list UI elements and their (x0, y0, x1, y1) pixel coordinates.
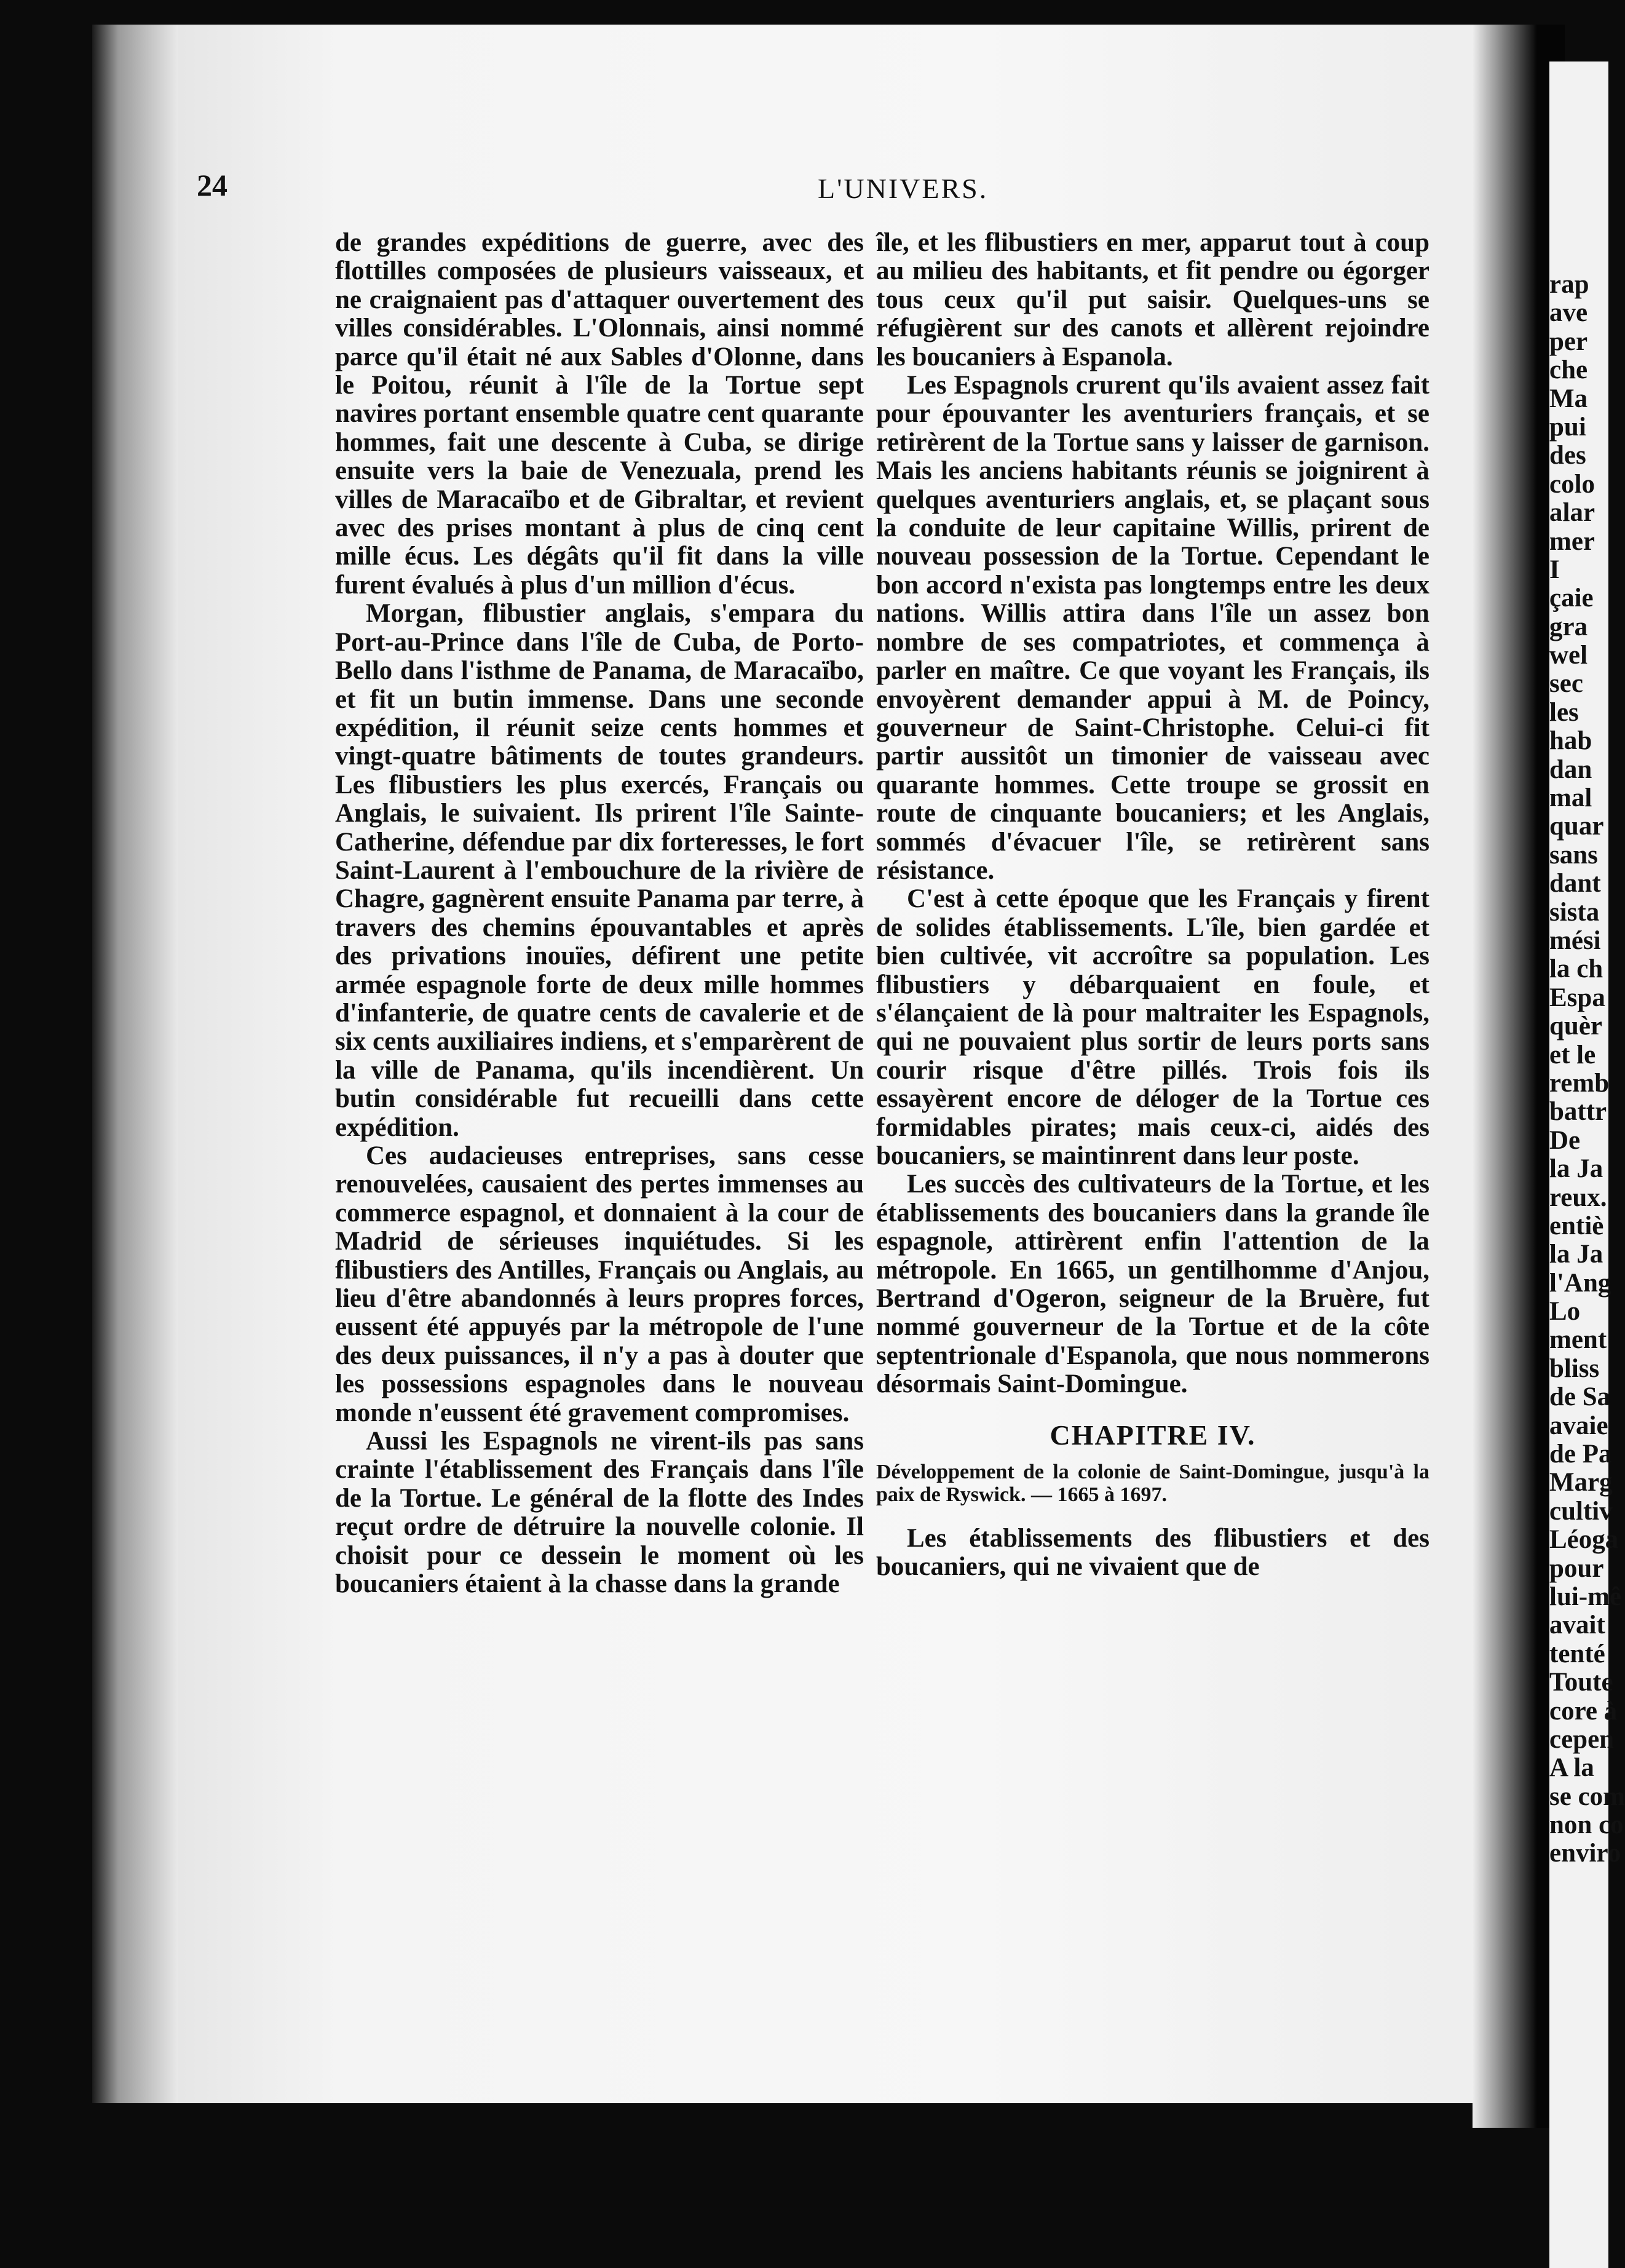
paragraph: Morgan, flibustier anglais, s'empara du Port-au-Prince dans l'île de Cuba, de Porto-Bello dans l'isthme de Panama, de Maracaïbo, et fit un butin immense. Dans une seconde expédition, il réunit seize cents hommes et vingt-quatre bâtiments de toutes grandeurs. Les flibustiers les plus exercés, Français ou Anglais, le suivaient. Ils prirent l'île Sainte-Catherine, défendue par dix forteresses, le fort Saint-Laurent à l'embouchure de la rivière de Chagre, gagnèrent ensuite Panama par terre, à travers des chemins épouvantables et après des privations inouïes, défirent une petite armée espagnole forte de deux mille hommes d'infanterie, de quatre cents de cavalerie et de six cents auxiliaires indiens, et s'emparèrent de la ville de Panama, qu'ils incendièrent. Un butin considérable fut recueilli dans cette expédition. (335, 599, 864, 1142)
adjacent-line-fragment: hab (1549, 726, 1592, 756)
adjacent-line-fragment: pour (1549, 1553, 1604, 1583)
adjacent-line-fragment: reux. (1549, 1183, 1607, 1212)
paragraph: C'est à cette époque que les Français y firent de solides établissements. L'île, bien gardée et bien cultivée, vit accroître sa population. Les flibustiers y débarquaient en foule, et s'élançaient de là pour maltraiter les Espagnols, qui ne pouvaient plus sortir de leurs ports sans courir risque d'être pillés. Trois fois ils essayèrent encore de déloger de la Tortue ces formidables pirates; mais ceux-ci, aidés des boucaniers, se maintinrent dans leur poste. (876, 884, 1429, 1170)
adjacent-page-edge (1549, 61, 1625, 2268)
adjacent-line-fragment: sec (1549, 669, 1583, 699)
adjacent-line-fragment: de Pa (1549, 1440, 1612, 1469)
adjacent-line-fragment: remb (1549, 1068, 1610, 1098)
adjacent-line-fragment: Ma (1549, 384, 1588, 413)
adjacent-line-fragment: mési (1549, 926, 1601, 955)
adjacent-line-fragment: Lo (1549, 1297, 1581, 1326)
adjacent-line-fragment: pui (1549, 412, 1586, 442)
adjacent-line-fragment: non co (1549, 1810, 1624, 1840)
page-number: 24 (197, 168, 227, 202)
adjacent-line-fragment: la ch (1549, 954, 1603, 984)
adjacent-line-fragment: des (1549, 441, 1586, 470)
adjacent-line-fragment: wel (1549, 641, 1588, 670)
adjacent-line-fragment: quar (1549, 812, 1604, 841)
adjacent-line-fragment: se com (1549, 1782, 1625, 1811)
adjacent-line-fragment: Léoga (1549, 1525, 1619, 1555)
adjacent-line-fragment: Toute (1549, 1668, 1613, 1697)
adjacent-line-fragment: l'Ang (1549, 1268, 1611, 1298)
right-column (876, 229, 1429, 1582)
adjacent-line-fragment: ave (1549, 298, 1588, 328)
adjacent-line-fragment: avait (1549, 1611, 1605, 1640)
adjacent-line-fragment: et le (1549, 1040, 1596, 1069)
running-title: L'UNIVERS. (818, 173, 989, 204)
paragraph: Les Espagnols crurent qu'ils avaient assez fait pour épouvanter les aventuriers français, et se retirèrent de la Tortue sans y laisser de garnison. Mais les anciens habitants réunis se joignirent à quelques aventuriers anglais, et, se plaçant sous la conduite de leur capitaine Willis, prirent de nouveau possession de la Tortue. Cependant le bon accord n'exista pas longtemps entre les deux nations. Willis attira dans l'île un assez bon nombre de ses compatriotes, et commença à parler en maître. Ce que voyant les Français, ils envoyèrent demander appui à M. de Poincy, gouverneur de Saint-Christophe. Celui-ci fit partir aussitôt un timonier de vaisseau avec quarante hommes. Cette troupe se grossit en route de cinquante boucaniers; et les Anglais, sommés d'évacuer l'île, se retirèrent sans résistance. (876, 371, 1429, 885)
left-column (335, 229, 864, 1599)
paragraph: Les succès des cultivateurs de la Tortue, et les établissements des boucaniers dans la grande île espagnole, attirèrent enfin l'attention de la métropole. En 1665, un gentilhomme d'Anjou, Bertrand d'Ogeron, seigneur de la Bruère, fut nommé gouverneur de la Tortue et de la côte septentrionale d'Espanola, que nous nommerons désormais Saint-Domingue. (876, 1170, 1429, 1399)
page-binding-edge (92, 25, 178, 2103)
adjacent-line-fragment: I (1549, 555, 1560, 584)
adjacent-line-fragment: la Ja (1549, 1240, 1603, 1269)
adjacent-line-fragment: entiè (1549, 1211, 1604, 1240)
adjacent-line-fragment: de Sa (1549, 1382, 1611, 1412)
adjacent-line-fragment: alar (1549, 498, 1595, 528)
adjacent-line-fragment: per (1549, 327, 1588, 356)
adjacent-page-text (1549, 271, 1625, 1868)
adjacent-line-fragment: De (1549, 1125, 1581, 1155)
paragraph: Les établissements des flibustiers et des boucaniers, qui ne vivaient que de (876, 1524, 1429, 1582)
chapter-summary: Développement de la colonie de Saint-Domingue, jusqu'à la paix de Ryswick. — 1665 à 1697. (876, 1461, 1429, 1507)
adjacent-line-fragment: bliss (1549, 1354, 1600, 1383)
adjacent-line-fragment: battr (1549, 1097, 1607, 1127)
paragraph: Ces audacieuses entreprises, sans cesse renouvelées, causaient des pertes immenses au commerce espagnol, et donnaient à la cour de Madrid de sérieuses inquiétudes. Si les flibustiers des Antilles, Français ou Anglais, au lieu d'être abandonnés à leurs propres forces, eussent été appuyés par la métropole de l'une des deux puissances, il n'y a pas à douter que les possessions espagnoles dans le nouveau monde n'eussent été gravement compromises. (335, 1141, 864, 1427)
adjacent-line-fragment: rap (1549, 270, 1589, 299)
paragraph: île, et les flibustiers en mer, apparut tout à coup au milieu des habitants, et fit pendre ou égorger tous ceux qu'il put saisir. Quelques-uns se réfugièrent sur des canots et allèrent rejoindre les boucaniers à Espanola. (876, 228, 1429, 371)
adjacent-line-fragment: çaie (1549, 584, 1594, 613)
adjacent-line-fragment: cultiv (1549, 1496, 1613, 1526)
paragraph: de grandes expéditions de guerre, avec des flottilles composées de plusieurs vaisseaux, et ne craignaient pas d'attaquer ouvertement des villes considérables. L'Olonnais, ainsi nommé parce qu'il était né aux Sables d'Olonne, dans le Poitou, réunit à l'île de la Tortue sept navires portant ensemble quatre cent quarante hommes, fait une descente à Cuba, se dirige ensuite vers la baie de Venezuala, prend les villes de Maracaïbo et de Gibraltar, et revient avec des prises montant à plus de cinq cent mille écus. Les dégâts qu'il fit dans la ville furent évalués à plus d'un million d'écus. (335, 228, 864, 600)
adjacent-line-fragment: che (1549, 355, 1588, 385)
adjacent-line-fragment: sista (1549, 897, 1600, 927)
adjacent-line-fragment: Marg (1549, 1468, 1613, 1497)
adjacent-line-fragment: dant (1549, 869, 1601, 898)
paragraph: Aussi les Espagnols ne virent-ils pas sans crainte l'établissement des Français dans l'île de la Tortue. Le général de la flotte des Indes reçut ordre de détruire la nouvelle colonie. Il choisit pour ce dessein le moment où les boucaniers étaient à la chasse dans la grande (335, 1427, 864, 1599)
adjacent-line-fragment: gra (1549, 612, 1588, 641)
adjacent-line-fragment: sans (1549, 840, 1598, 870)
adjacent-line-fragment: mal (1549, 783, 1592, 813)
adjacent-line-fragment: quèr (1549, 1012, 1602, 1041)
adjacent-line-fragment: dan (1549, 755, 1592, 784)
adjacent-line-fragment: colo (1549, 469, 1595, 499)
chapter-heading: CHAPITRE IV. (1050, 1419, 1256, 1451)
adjacent-line-fragment: mer (1549, 526, 1595, 556)
adjacent-line-fragment: Espa (1549, 983, 1605, 1012)
adjacent-line-fragment: enviro (1549, 1839, 1621, 1868)
adjacent-line-fragment: core à (1549, 1696, 1618, 1726)
adjacent-line-fragment: cepen (1549, 1724, 1615, 1754)
adjacent-line-fragment: A la (1549, 1753, 1594, 1783)
adjacent-line-fragment: avaie (1549, 1411, 1608, 1440)
adjacent-line-fragment: lui-mê (1549, 1582, 1622, 1611)
adjacent-line-fragment: la Ja (1549, 1154, 1603, 1184)
adjacent-line-fragment: ment (1549, 1325, 1607, 1355)
adjacent-line-fragment: les (1549, 697, 1579, 727)
adjacent-line-fragment: tenté (1549, 1639, 1605, 1668)
